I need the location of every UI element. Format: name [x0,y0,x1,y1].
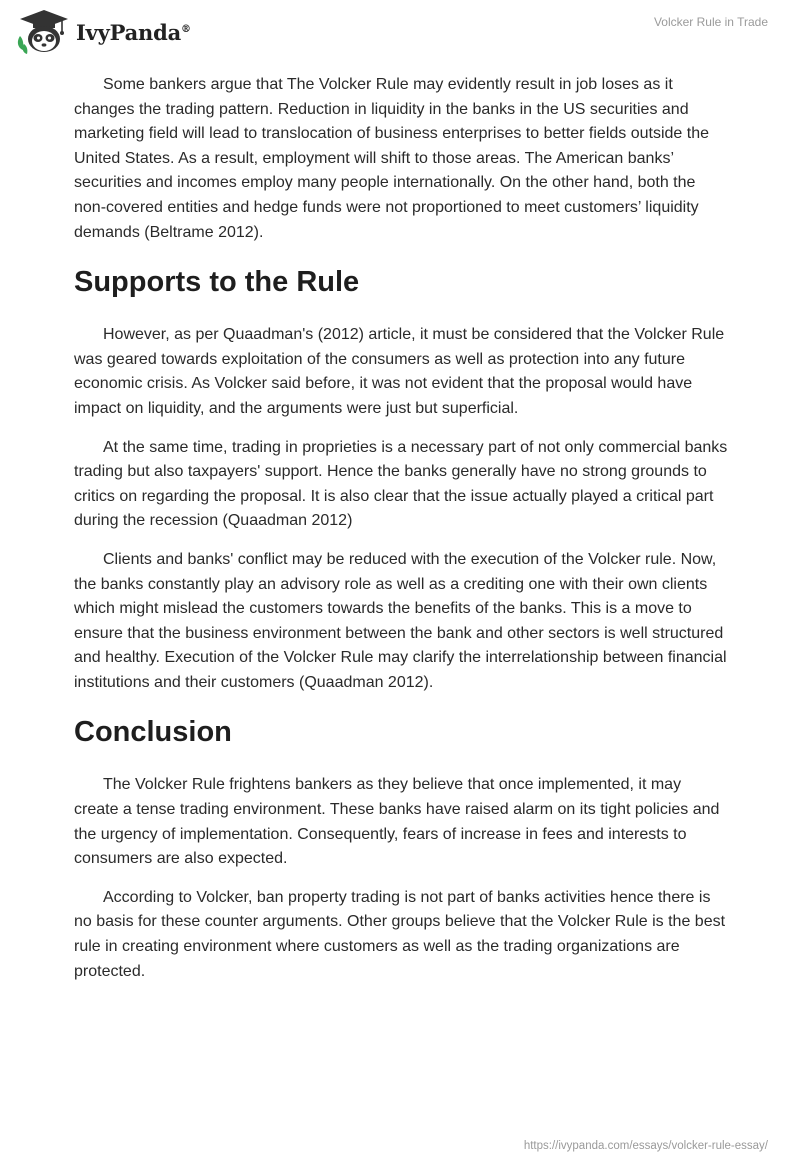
paragraph: The Volcker Rule frightens bankers as they believe that once implemented, it may create a tense trading environment. These banks have raised alarm on its tight policies and the urgency of implementation. Consequently, fears of increase in fees and interests to consumers are also expected. [74,776,720,868]
source-url[interactable]: https://ivypanda.com/essays/volcker-rule-essay/ [523,1140,768,1152]
section-heading-supports: Supports to the Rule [74,266,360,299]
paragraph: According to Volcker, ban property trading is not part of banks activities hence there is no basis for these counter arguments. Other groups believe that the Volcker Rule is the best rule in creating environment where customers as well as the trading organizations are protected. [74,888,726,980]
paragraph: At the same time, trading in proprieties is a necessary part of not only commercial banks trading but also taxpayers' support. Hence the banks generally have no strong grounds to critics on regarding the proposal. It is also clear that the issue actually played a critical part during the recession (Quaadman 2012) [74,438,728,530]
page-header [0,0,800,64]
paragraph: Clients and banks' conflict may be reduced with the execution of the Volcker rule. Now, the banks constantly play an advisory role as well as a crediting one with their own clients which might mislead the customers towards the benefits of the banks. This is a move to ensure that the business environment between the bank and other sectors is well structured and healthy. Execution of the Volcker Rule may clarify the interrelationship between financial institutions and their customers (Quaadman 2012). [74,550,727,691]
section-heading-conclusion: Conclusion [74,716,232,749]
article-body [74,73,728,998]
brand-logo[interactable] [16,8,191,56]
brand-name: IvyPanda® [76,19,191,45]
registered-mark: ® [181,23,191,35]
panda-graduate-icon [16,8,72,56]
running-title: Volcker Rule in Trade [653,15,768,29]
paragraph: Some bankers argue that The Volcker Rule may evidently result in job loses as it changes the trading pattern. Reduction in liquidity in the banks in the US securities and marketing field will lead to translocation of business enterprises to better fields outside the United States. As a result, employment will shift to those areas. The American banks’ securities and incomes employ many people internationally. On the other hand, both the non-covered entities and hedge funds were not proportioned to meet customers’ liquidity demands (Beltrame 2012). [74,76,710,241]
paragraph: However, as per Quaadman's (2012) article, it must be considered that the Volcker Rule was geared towards exploitation of the consumers as well as protection into any future economic crisis. As Volcker said before, it was not evident that the proposal would have impact on liquidity, and the arguments were just but superficial. [74,326,725,417]
